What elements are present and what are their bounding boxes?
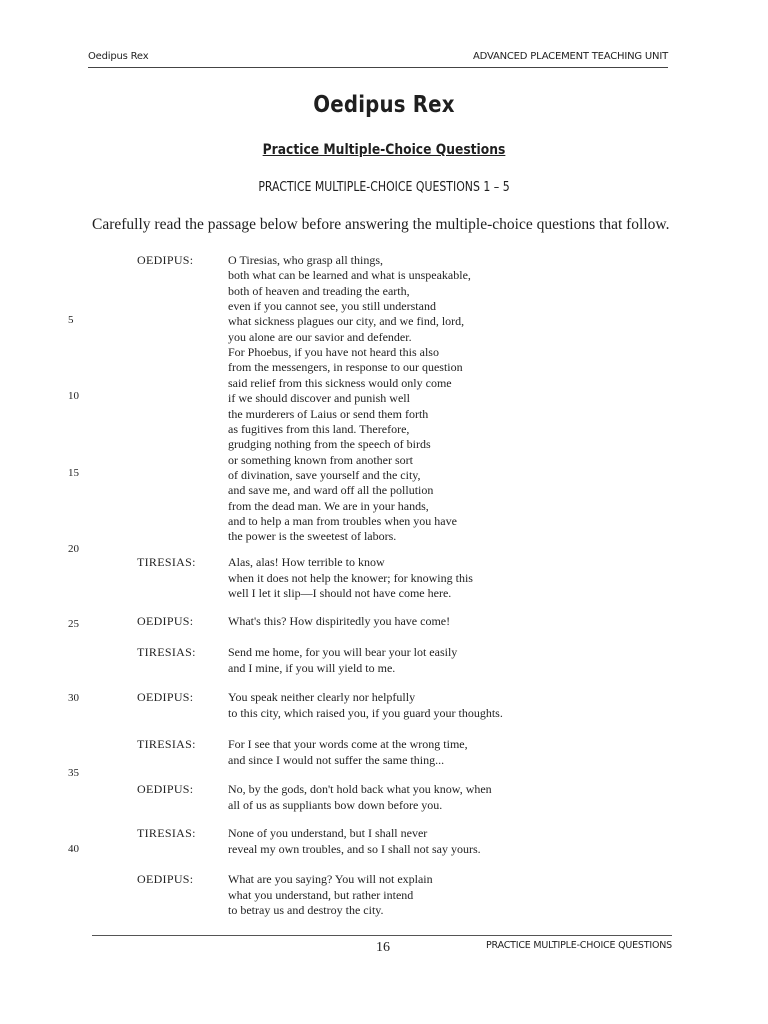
passage-line: What's this? How dispiritedly you have come! — [228, 614, 451, 628]
speaker-label: OEDIPUS: — [137, 872, 194, 886]
speaker-label: OEDIPUS: — [137, 253, 194, 267]
speaker-label: TIRESIAS: — [137, 737, 196, 751]
speaker-label: OEDIPUS: — [137, 614, 194, 628]
passage-line: what sickness plagues our city, and we find, lord, — [228, 314, 465, 329]
speaker-label: OEDIPUS: — [137, 690, 194, 704]
passage-line: if we should discover and punish well — [228, 391, 410, 406]
page-number: 16 — [376, 940, 390, 955]
running-header — [88, 47, 668, 68]
line-number: 25 — [68, 618, 79, 630]
passage-line: Send me home, for you will bear your lot easily — [228, 645, 458, 659]
line-number: 20 — [68, 543, 79, 555]
passage-line: and I mine, if you will yield to me. — [228, 660, 396, 675]
passage-line: well I let it slip—I should not have come here. — [228, 586, 452, 600]
speaker-label: TIRESIAS: — [137, 826, 196, 840]
passage-line: from the messengers, in response to our question — [228, 360, 463, 375]
passage-line: the murderers of Laius or send them forth — [228, 406, 429, 421]
passage-line: both what can be learned and what is unspeakable, — [228, 268, 471, 283]
passage-line: the power is the sweetest of labors. — [228, 529, 397, 544]
line-number: 35 — [68, 767, 79, 779]
passage-line: and since I would not suffer the same thing... — [228, 752, 445, 767]
line-number: 40 — [68, 843, 79, 855]
passage-line: of divination, save yourself and the city, — [228, 467, 421, 482]
passage-line: when it does not help the knower; for knowing this — [228, 570, 473, 585]
instruction-text: Carefully read the passage below before answering the multiple-choice questions that follow. — [92, 216, 670, 233]
passage-line: For Phoebus, if you have not heard this also — [228, 345, 439, 360]
passage-line: What are you saying? You will not explain — [228, 872, 433, 886]
passage-line: as fugitives from this land. Therefore, — [228, 421, 410, 436]
line-number: 5 — [68, 314, 74, 326]
header-right: ADVANCED PLACEMENT TEACHING UNIT — [473, 51, 668, 62]
passage-line: O Tiresias, who grasp all things, — [228, 253, 384, 267]
passage-line: No, by the gods, don't hold back what you know, when — [228, 782, 492, 796]
passage-line: You speak neither clearly nor helpfully — [228, 690, 416, 704]
passage-line: or something known from another sort — [228, 452, 413, 467]
passage-line: all of us as suppliants bow down before you. — [228, 797, 443, 812]
speaker-label: TIRESIAS: — [137, 555, 196, 569]
passage-line: Alas, alas! How terrible to know — [228, 555, 385, 569]
passage-line: grudging nothing from the speech of birds — [228, 437, 431, 452]
header-left: Oedipus Rex — [88, 51, 149, 62]
passage-line: None of you understand, but I shall never — [228, 826, 428, 840]
line-number: 10 — [68, 390, 79, 402]
passage-line: to betray us and destroy the city. — [228, 903, 384, 917]
question-range: PRACTICE MULTIPLE-CHOICE QUESTIONS 1 – 5 — [258, 180, 510, 195]
passage-line: and save me, and ward off all the pollution — [228, 483, 434, 498]
line-number: 15 — [68, 467, 79, 479]
page-title: Oedipus Rex — [313, 92, 455, 118]
passage-line: said relief from this sickness would only come — [228, 375, 452, 390]
passage-line: from the dead man. We are in your hands, — [228, 498, 429, 513]
passage-line: even if you cannot see, you still understand — [228, 299, 436, 314]
speaker-label: OEDIPUS: — [137, 782, 194, 796]
passage-line: what you understand, but rather intend — [228, 887, 414, 902]
passage-line: and to help a man from troubles when you have — [228, 513, 457, 528]
passage-line: you alone are our savior and defender. — [228, 329, 412, 344]
passage-line: For I see that your words come at the wrong time, — [228, 737, 468, 751]
section-subtitle: Practice Multiple-Choice Questions — [262, 142, 506, 158]
line-number: 30 — [68, 692, 79, 704]
passage-line: to this city, which raised you, if you guard your thoughts. — [228, 705, 503, 720]
passage-line: reveal my own troubles, and so I shall not say yours. — [228, 841, 481, 856]
passage-line: both of heaven and treading the earth, — [228, 283, 410, 298]
footer-rule — [92, 935, 672, 936]
footer-right: PRACTICE MULTIPLE-CHOICE QUESTIONS — [486, 940, 672, 951]
speaker-label: TIRESIAS: — [137, 645, 196, 659]
